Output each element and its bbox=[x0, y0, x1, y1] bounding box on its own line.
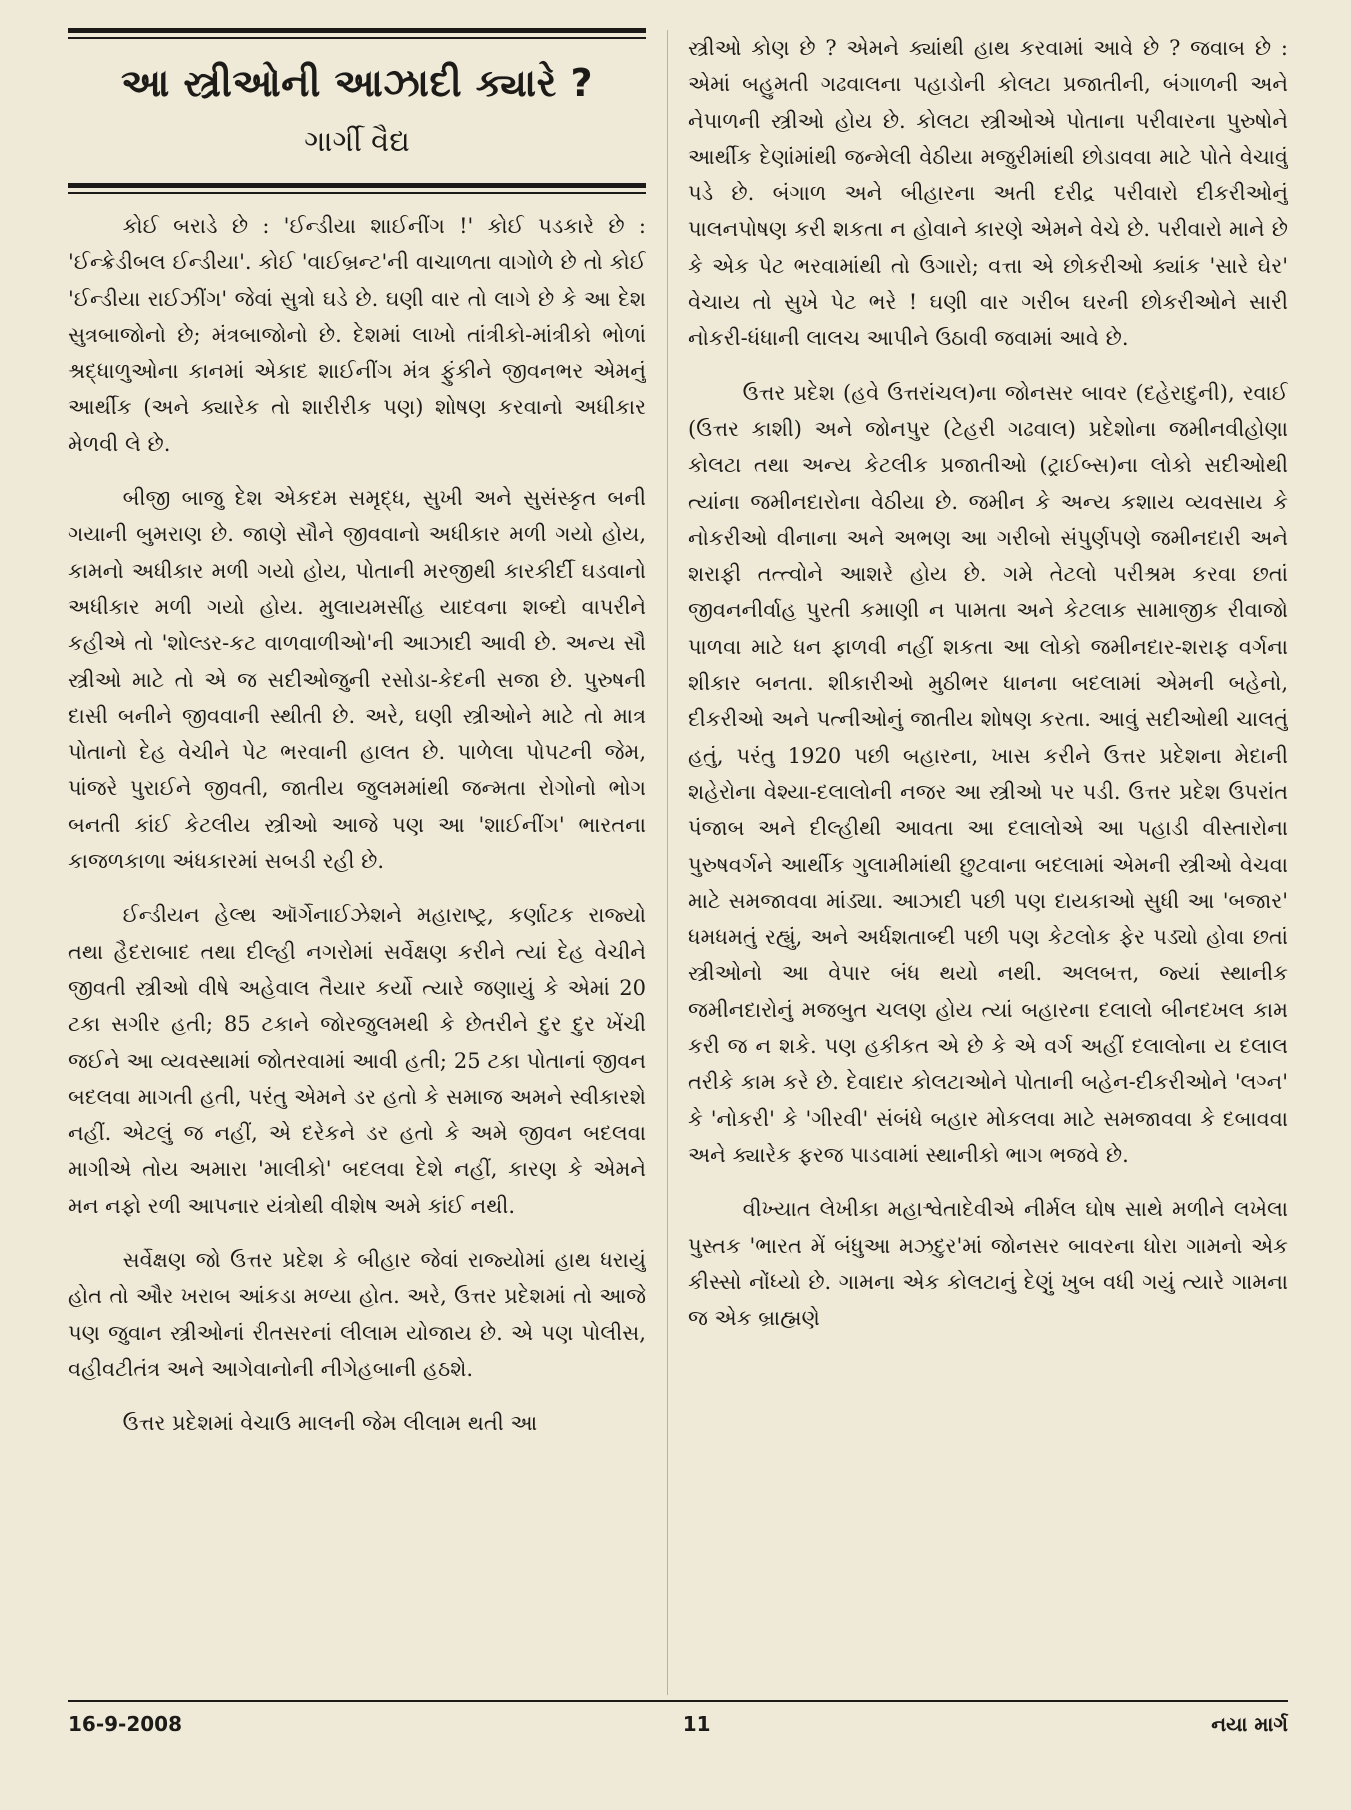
left-paragraph: ઉત્તર પ્રદેશમાં વેચાઉ માલની જેમ લીલામ થતી આ bbox=[122, 1411, 538, 1436]
page-footer bbox=[68, 1712, 1288, 1736]
column-divider bbox=[667, 30, 668, 1695]
left-column bbox=[68, 28, 646, 1708]
left-paragraph: ઈન્ડીયન હેલ્થ ઑર્ગેનાઈઝેશને મહારાષ્ટ્ર, કર્ણાટક રાજ્યો તથા હૈદરાબાદ તથા દીલ્હી નગરોમાં સર્વેક્ષણ કરીને ત્યાં દેહ વેચીને જીવતી સ્ત્રીઓ વીષે અહેવાલ તૈયાર કર્યો ત્યારે જણાયું કે એમાં 20 ટકા સગીર હતી; 85 ટકાને જોરજુલમથી કે છેતરીને દુર દુર ખેંચી જઈને આ વ્યવસ્થામાં જોતરવામાં આવી હતી; 25 ટકા પોતાનાં જીવન બદલવા માગતી હતી, પરંતુ એમને ડર હતો કે સમાજ અમને સ્વીકારશે નહીં. એટલું જ નહીં, એ દરેકને ડર હતો કે અમે જીવન બદલવા માગીએ તોય અમારા 'માલીકો' બદલવા દેશે નહીં, કારણ કે એમને મન નફો રળી આપનાર યંત્રોથી વીશેષ અમે કાંઈ નથી. bbox=[68, 903, 646, 1218]
right-paragraph: ઉત્તર પ્રદેશ (હવે ઉત્તરાંચલ)ના જોનસર બાવર (દહેરાદુની), રવાઈ (ઉત્તર કાશી) અને જોનપુર (ટેહરી ગઢવાલ) પ્રદેશોના જમીનવીહોણા કોલટા તથા અન્ય કેટલીક પ્રજાતીઓ (ટ્રાઈબ્સ)ના લોકો સદીઓથી ત્યાંના જમીનદારોના વેઠીયા છે. જમીન કે અન્ય કશાય વ્યવસાય કે નોકરીઓ વીનાના અને અભણ આ ગરીબો સંપુર્ણપણે જમીનદારી અને શરાફી તત્ત્વોને આશરે હોય છે. ગમે તેટલો પરીશ્રમ કરવા છતાં જીવનનીર્વાહ પુરતી કમાણી ન પામતા અને કેટલાક સામાજીક રીવાજો પાળવા માટે ધન ફાળવી નહીં શકતા આ લોકો જમીનદાર-શરાફ વર્ગના શીકાર બનતા. શીકારીઓ મુઠીભર ધાનના બદલામાં એમની બહેનો, દીકરીઓ અને પત્નીઓનું જાતીય શોષણ કરતા. આવું સદીઓથી ચાલતું હતું, પરંતુ 1920 પછી બહારના, ખાસ કરીને ઉત્તર પ્રદેશના મેદાની શહેરોના વેશ્યા-દલાલોની નજર આ સ્ત્રીઓ પર પડી. ઉત્તર પ્રદેશ ઉપરાંત પંજાબ અને દીલ્હીથી આવતા આ દલાલોએ આ પહાડી વીસ્તારોના પુરુષવર્ગને આર્થીક ગુલામીમાંથી છુટવાના બદલામાં એમની સ્ત્રીઓ વેચવા માટે સમજાવવા માંડ્યા. આઝાદી પછી પણ દાયકાઓ સુધી આ 'બજાર' ધમધમતું રહ્યું, અને અર્ધશતાબ્દી પછી પણ કેટલોક ફેર પડ્યો હોવા છતાં સ્ત્રીઓનો આ વેપાર બંધ થયો નથી. અલબત્ત, જ્યાં સ્થાનીક જમીનદારોનું મજબુત ચલણ હોય ત્યાં બહારના દલાલો બીનદખલ કામ કરી જ ન શકે. પણ હકીકત એ છે કે એ વર્ગ અહીં દલાલોના ય દલાલ તરીકે કામ કરે છે. દેવાદાર કોલટાઓને પોતાની બહેન-દીકરીઓને 'લગ્ન' કે 'નોકરી' કે 'ગીરવી' સંબંધે બહાર મોકલવા માટે સમજાવવા કે દબાવવા અને ક્યારેક ફરજ પાડવામાં સ્થાનીકો ભાગ ભજવે છે. bbox=[688, 380, 1288, 1167]
right-paragraph: વીખ્યાત લેખીકા મહાશ્વેતાદેવીએ નીર્મલ ઘોષ સાથે મળીને લખેલા પુસ્તક 'ભારત મેં બંધુઆ મઝદુર'માં જોનસર બાવરના ધોરા ગામનો એક કીસ્સો નોંધ્યો છે. ગામના એક કોલટાનું દેણું ખુબ વધી ગયું ત્યારે ગામના જ એક બ્રાહ્મણે bbox=[688, 1197, 1288, 1331]
footer-date: 16-9-2008 bbox=[68, 1712, 183, 1736]
left-paragraph: કોઈ બરાડે છે : 'ઈન્ડીયા શાઈનીંગ !' કોઈ પડકારે છે : 'ઈન્ક્રેડીબલ ઈન્ડીયા'. કોઈ 'વાઈબ્રન્ટ'ની વાચાળતા વાગોળે છે તો કોઈ 'ઈન્ડીયા રાઈઝીંગ' જેવાં સુત્રો ઘડે છે. ઘણી વાર તો લાગે છે કે આ દેશ સુત્રબાજોનો છે; મંત્રબાજોનો છે. દેશમાં લાખો તાંત્રીકો-માંત્રીકો ભોળાં શ્રદ્ધાળુઓના કાનમાં એકાદ શાઈનીંગ મંત્ર ફુંકીને જીવનભર એમનું આર્થીક (અને ક્યારેક તો શારીરીક પણ) શોષણ કરવાનો અધીકાર મેળવી લે છે. bbox=[68, 214, 646, 456]
right-paragraph: સ્ત્રીઓ કોણ છે ? એમને ક્યાંથી હાથ કરવામાં આવે છે ? જવાબ છે : એમાં બહુમતી ગઢવાલના પહાડોની કોલટા પ્રજાતીની, બંગાળની અને નેપાળની સ્ત્રીઓ હોય છે. કોલટા સ્ત્રીઓએ પોતાના પરીવારના પુરુષોને આર્થીક દેણાંમાંથી જન્મેલી વેઠીયા મજુરીમાંથી છોડાવવા માટે પોતે વેચાવું પડે છે. બંગાળ અને બીહારના અતી દરીદ્ર પરીવારો દીકરીઓનું પાલનપોષણ કરી શકતા ન હોવાને કારણે એમને વેચે છે. પરીવારો માને છે કે એક પેટ ભરવામાંથી તો ઉગારો; વત્તા એ છોકરીઓ ક્યાંક 'સારે ઘેર' વેચાય તો સુખે પેટ ભરે ! ઘણી વાર ગરીબ ઘરની છોકરીઓને સારી નોકરી-ધંધાની લાલચ આપીને ઉઠાવી જવામાં આવે છે. bbox=[688, 36, 1288, 351]
footer-rule bbox=[68, 1700, 1288, 1702]
article-author: ગાર્ગી વૈદ્ય bbox=[304, 124, 410, 158]
left-paragraph: બીજી બાજુ દેશ એકદમ સમૃદ્ધ, સુખી અને સુસંસ્કૃત બની ગયાની બુમરાણ છે. જાણે સૌને જીવવાનો અધીકાર મળી ગયો હોય, કામનો અધીકાર મળી ગયો હોય, પોતાની મરજીથી કારકીર્દી ઘડવાનો અધીકાર મળી ગયો હોય. મુલાયમસીંહ યાદવના શબ્દો વાપરીને કહીએ તો 'શોલ્ડર-કટ વાળવાળીઓ'ની આઝાદી આવી છે. અન્ય સૌ સ્ત્રીઓ માટે તો એ જ સદીઓજુની રસોડા-કેદની સજા છે. પુરુષની દાસી બનીને જીવવાની સ્થીતી છે. અરે, ઘણી સ્ત્રીઓને માટે તો માત્ર પોતાનો દેહ વેચીને પેટ ભરવાની હાલત છે. પાળેલા પોપટની જેમ, પાંજરે પુરાઈને જીવતી, જાતીય જુલમમાંથી જન્મતા રોગોનો ભોગ બનતી કાંઈ કેટલીય સ્ત્રીઓ આજે પણ આ 'શાઈનીંગ' ભારતના કાજળકાળા અંધકારમાં સબડી રહી છે. bbox=[68, 486, 646, 874]
header-rule-bottom-thin bbox=[68, 192, 646, 194]
article-title: આ સ્ત્રીઓની આઝાદી ક્યારે ? bbox=[120, 61, 594, 105]
right-column bbox=[688, 30, 1288, 1708]
footer-publication: નયા માર્ગ bbox=[1211, 1712, 1288, 1736]
left-paragraph: સર્વેક્ષણ જો ઉત્તર પ્રદેશ કે બીહાર જેવાં રાજ્યોમાં હાથ ધરાયું હોત તો ઔર ખરાબ આંકડા મળ્યા હોત. અરે, ઉત્તર પ્રદેશમાં તો આજે પણ જુવાન સ્ત્રીઓનાં રીતસરનાં લીલામ યોજાય છે. એ પણ પોલીસ, વહીવટીતંત્ર અને આગેવાનોની નીગેહબાની હઠશે. bbox=[68, 1248, 646, 1381]
header-rule-top bbox=[68, 28, 646, 33]
footer-page-number: 11 bbox=[682, 1712, 711, 1736]
header-rule-bottom bbox=[68, 183, 646, 188]
header-rule-top-thin bbox=[68, 37, 646, 39]
